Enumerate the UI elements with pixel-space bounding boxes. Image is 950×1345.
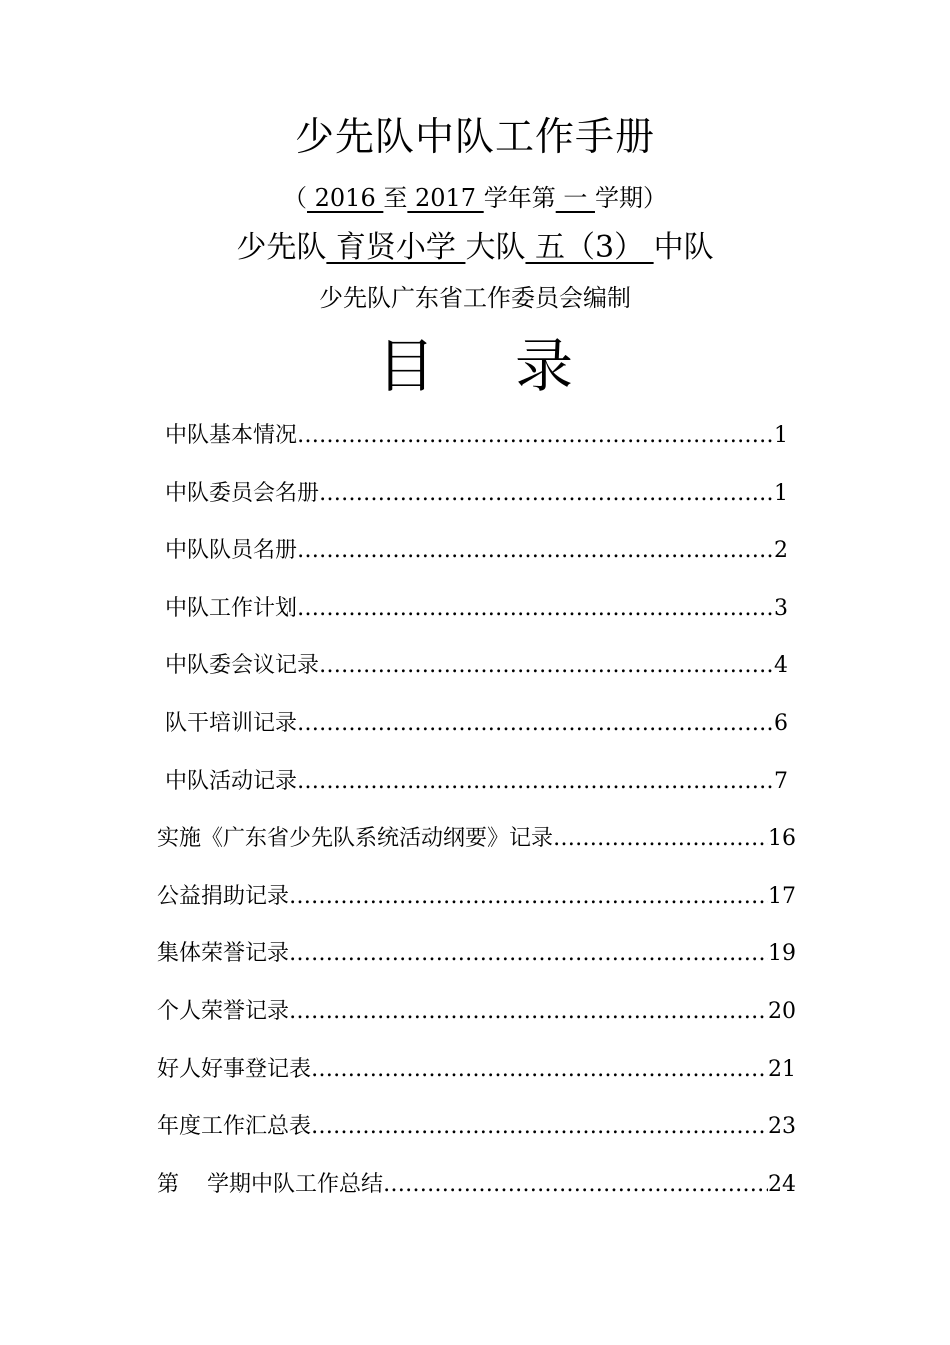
toc-entry-label: 中队工作计划 [165, 596, 298, 621]
manual-title: 少先队中队工作手册 [294, 115, 655, 160]
toc-entry[interactable] [165, 593, 788, 625]
toc-entry[interactable] [157, 996, 796, 1028]
toc-entry-label: 中队委员会名册 [165, 481, 320, 506]
term-to: 至 [383, 184, 408, 212]
toc-dot-leader [289, 938, 768, 970]
toc-entry[interactable] [157, 1054, 796, 1086]
semester-value: 一 [555, 184, 595, 212]
toc-entry[interactable] [165, 478, 788, 510]
toc-entry-label: 公益捐助记录 [157, 884, 290, 909]
squad-label: 中队 [653, 230, 714, 265]
toc-entry-page: 2 [774, 538, 788, 563]
year-to: 2017 [407, 184, 484, 212]
toc-entry-label: 中队基本情况 [165, 423, 298, 448]
toc-heading-char-1: 目 [376, 332, 435, 400]
toc-dot-leader [289, 881, 768, 913]
toc-dot-leader [297, 593, 774, 625]
toc-dot-leader [319, 650, 774, 682]
year-from: 2016 [307, 184, 384, 212]
toc-dot-leader [311, 1054, 768, 1086]
editor-line: 少先队广东省工作委员会编制 [319, 284, 631, 312]
toc-entry-page: 1 [774, 481, 788, 506]
toc-entry[interactable] [165, 535, 788, 567]
toc-entry-label: 中队委会议记录 [165, 653, 320, 678]
toc-entry[interactable] [157, 938, 796, 970]
toc-entry-page: 21 [768, 1057, 796, 1082]
toc-entry-page: 23 [768, 1114, 796, 1139]
toc-entry-page: 7 [774, 769, 788, 794]
brigade-label: 大队 [465, 230, 526, 265]
toc-dot-leader [553, 823, 768, 855]
toc-entry-label: 队干培训记录 [165, 711, 298, 736]
toc-entry-label: 好人好事登记表 [157, 1057, 312, 1082]
class-name: 五（3） [525, 230, 654, 265]
toc-dot-leader [297, 420, 774, 452]
toc-entry-label: 年度工作汇总表 [157, 1114, 312, 1139]
toc-entry[interactable] [157, 823, 796, 855]
toc-entry-label: 第 学期中队工作总结 [157, 1172, 383, 1197]
toc-entry-page: 17 [768, 884, 796, 909]
term-open-paren: （ [283, 184, 308, 212]
toc-entry-page: 19 [768, 941, 796, 966]
toc-entry[interactable] [165, 766, 788, 798]
toc-entry[interactable] [157, 881, 796, 913]
squad-prefix: 少先队 [236, 230, 327, 265]
toc-dot-leader [297, 766, 774, 798]
toc-entry-page: 1 [774, 423, 788, 448]
toc-entry[interactable] [165, 650, 788, 682]
toc-dot-leader [289, 996, 768, 1028]
toc-dot-leader [297, 535, 774, 567]
toc-dot-leader [383, 1169, 768, 1201]
year-label: 学年第 [483, 184, 556, 212]
toc-heading-char-2: 录 [515, 332, 574, 400]
school-name: 育贤小学 [326, 230, 466, 265]
toc-entry-label: 实施《广东省少先队系统活动纲要》记录 [157, 826, 554, 851]
toc-entry-label: 集体荣誉记录 [157, 941, 290, 966]
toc-dot-leader [319, 478, 774, 510]
toc-entry-page: 6 [774, 711, 788, 736]
toc-entry-page: 3 [774, 596, 788, 621]
toc-entry-label: 中队队员名册 [165, 538, 298, 563]
toc-dot-leader [297, 708, 774, 740]
toc-dot-leader [311, 1111, 768, 1143]
toc-entry-label: 中队活动记录 [165, 769, 298, 794]
toc-entry-label: 个人荣誉记录 [157, 999, 290, 1024]
toc-entry-page: 16 [768, 826, 796, 851]
semester-label: 学期） [594, 184, 667, 212]
toc-entry-page: 20 [768, 999, 796, 1024]
toc-entry-page: 4 [774, 653, 788, 678]
toc-entry[interactable] [165, 708, 788, 740]
toc-entry[interactable] [165, 420, 788, 452]
toc-entry[interactable] [157, 1111, 796, 1143]
toc-entry[interactable] [157, 1169, 796, 1201]
toc-entry-page: 24 [768, 1172, 796, 1197]
